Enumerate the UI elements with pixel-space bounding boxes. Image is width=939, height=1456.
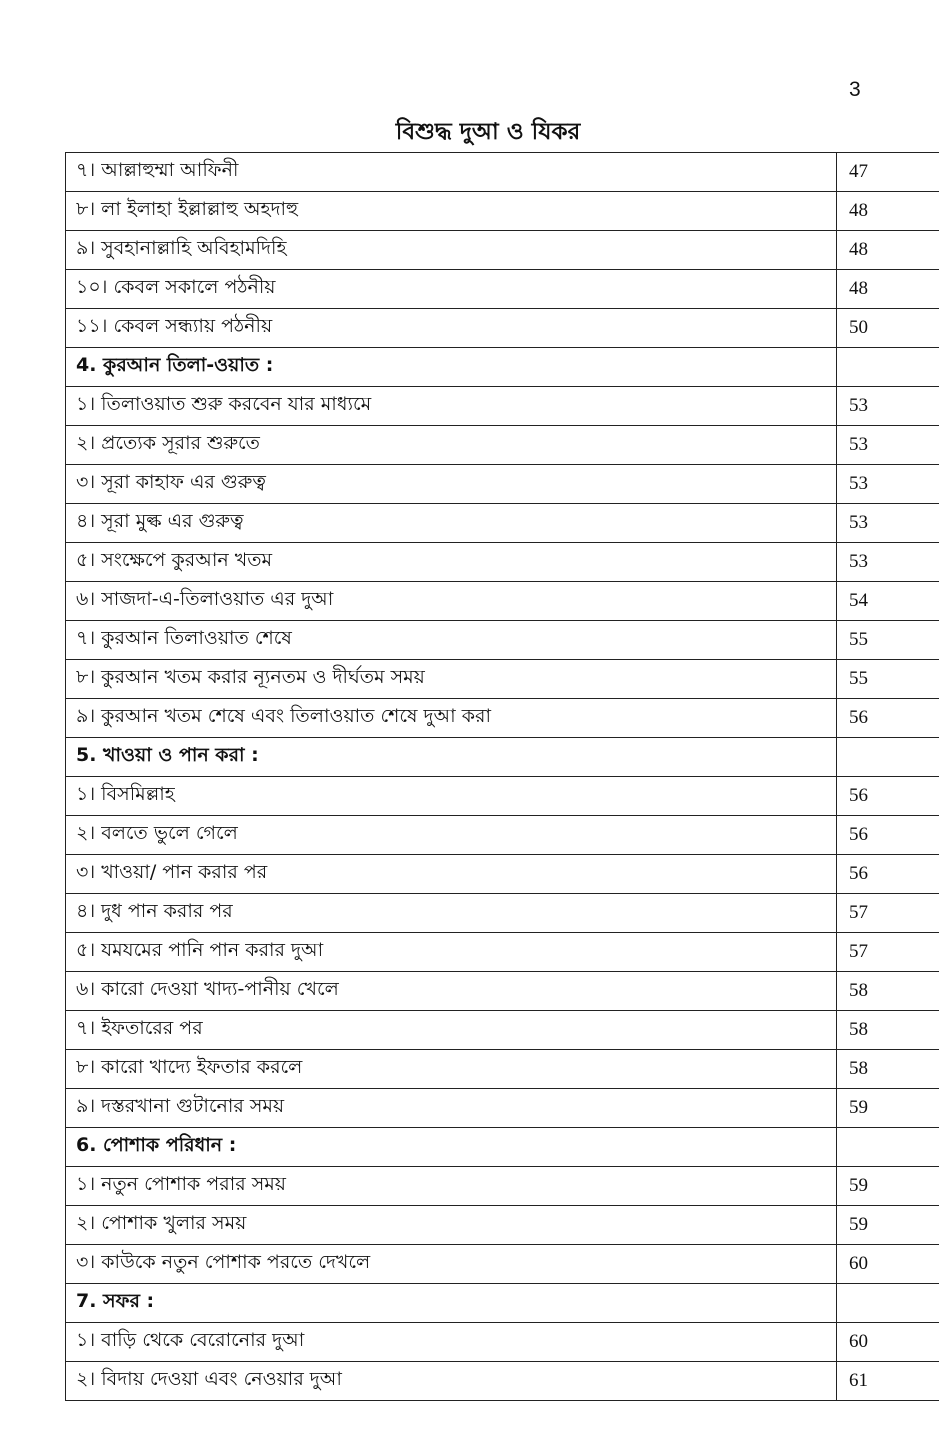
toc-entry-row [66,582,939,621]
entry-title: ১। তিলাওয়াত শুরু করবেন যার মাধ্যমে [66,387,837,426]
toc-entry-row [66,1206,939,1245]
entry-page-number: 53 [837,504,939,543]
entry-page-number: 59 [837,1206,939,1245]
entry-title: ২। বলতে ভুলে গেলে [66,816,837,855]
toc-entry-row [66,1245,939,1284]
toc-entry-row [66,1089,939,1128]
entry-page-number: 58 [837,972,939,1011]
entry-title: ৩। কাউকে নতুন পোশাক পরতে দেখলে [66,1245,837,1284]
entry-title: ৫। সংক্ষেপে কুরআন খতম [66,543,837,582]
entry-title: ৭। ইফতারের পর [66,1011,837,1050]
toc-entry-row [66,192,939,231]
entry-page-number: 61 [837,1362,939,1401]
entry-title: ৯। সুবহানাল্লাহি অবিহামদিহি [66,231,837,270]
toc-entry-row [66,894,939,933]
toc-entry-row [66,621,939,660]
entry-title: ৬। সাজদা-এ-তিলাওয়াত এর দুআ [66,582,837,621]
entry-title: ১০। কেবল সকালে পঠনীয় [66,270,837,309]
entry-title: ৮। কুরআন খতম করার ন্যূনতম ও দীর্ঘতম সময় [66,660,837,699]
page-title: বিশুদ্ধ দুআ ও যিকর [395,119,581,145]
section-heading: 7. সফর : [66,1284,837,1323]
entry-page-number [837,348,939,387]
entry-page-number: 50 [837,309,939,348]
entry-page-number: 58 [837,1011,939,1050]
section-heading: 6. পোশাক পরিধান : [66,1128,837,1167]
entry-page-number: 53 [837,426,939,465]
toc-section-row [66,1284,939,1323]
toc-entry-row [66,465,939,504]
entry-page-number: 60 [837,1245,939,1284]
entry-page-number: 58 [837,1050,939,1089]
section-heading: 5. খাওয়া ও পান করা : [66,738,837,777]
entry-page-number: 57 [837,894,939,933]
entry-title: ৩। খাওয়া/ পান করার পর [66,855,837,894]
entry-title: ৪। দুধ পান করার পর [66,894,837,933]
entry-title: ৬। কারো দেওয়া খাদ্য-পানীয় খেলে [66,972,837,1011]
toc-section-row [66,348,939,387]
entry-page-number: 56 [837,816,939,855]
entry-title: ৯। কুরআন খতম শেষে এবং তিলাওয়াত শেষে দুআ করা [66,699,837,738]
entry-title: ৭। কুরআন তিলাওয়াত শেষে [66,621,837,660]
entry-page-number: 48 [837,192,939,231]
toc-entry-row [66,387,939,426]
entry-title: ৯। দস্তরখানা গুটানোর সময় [66,1089,837,1128]
toc-section-row [66,1128,939,1167]
toc-entry-row [66,1323,939,1362]
entry-page-number: 53 [837,465,939,504]
entry-page-number: 53 [837,543,939,582]
entry-title: ১। বিসমিল্লাহ [66,777,837,816]
table-of-contents [65,152,939,1401]
entry-page-number: 54 [837,582,939,621]
entry-title: ৭। আল্লাহুম্মা আফিনী [66,153,837,192]
entry-page-number [837,738,939,777]
toc-entry-row [66,426,939,465]
entry-title: ৩। সূরা কাহাফ এর গুরুত্ব [66,465,837,504]
entry-page-number: 60 [837,1323,939,1362]
entry-page-number: 55 [837,621,939,660]
toc-entry-row [66,1050,939,1089]
toc-body [66,153,939,1401]
entry-title: ৮। কারো খাদ্যে ইফতার করলে [66,1050,837,1089]
toc-entry-row [66,660,939,699]
entry-page-number: 55 [837,660,939,699]
entry-page-number: 56 [837,777,939,816]
toc-entry-row [66,309,939,348]
entry-page-number: 48 [837,270,939,309]
entry-page-number: 56 [837,699,939,738]
entry-title: ১১। কেবল সন্ধ্যায় পঠনীয় [66,309,837,348]
entry-page-number: 47 [837,153,939,192]
entry-title: ২। বিদায় দেওয়া এবং নেওয়ার দুআ [66,1362,837,1401]
page-number: 3 [849,78,861,101]
entry-page-number: 56 [837,855,939,894]
entry-page-number: 57 [837,933,939,972]
toc-entry-row [66,699,939,738]
toc-entry-row [66,1167,939,1206]
entry-title: ৮। লা ইলাহা ইল্লাল্লাহু অহদাহু [66,192,837,231]
section-heading: 4. কুরআন তিলা-ওয়াত : [66,348,837,387]
entry-title: ২। পোশাক খুলার সময় [66,1206,837,1245]
entry-title: ৫। যমযমের পানি পান করার দুআ [66,933,837,972]
toc-entry-row [66,777,939,816]
toc-section-row [66,738,939,777]
toc-entry-row [66,933,939,972]
toc-entry-row [66,1362,939,1401]
toc-entry-row [66,270,939,309]
entry-page-number: 59 [837,1167,939,1206]
entry-title: ৪। সূরা মুল্ক এর গুরুত্ব [66,504,837,543]
entry-page-number: 59 [837,1089,939,1128]
entry-page-number [837,1284,939,1323]
toc-entry-row [66,816,939,855]
toc-entry-row [66,231,939,270]
entry-title: ১। বাড়ি থেকে বেরোনোর দুআ [66,1323,837,1362]
entry-page-number: 53 [837,387,939,426]
toc-entry-row [66,972,939,1011]
entry-title: ১। নতুন পোশাক পরার সময় [66,1167,837,1206]
entry-page-number [837,1128,939,1167]
toc-entry-row [66,153,939,192]
entry-page-number: 48 [837,231,939,270]
toc-entry-row [66,1011,939,1050]
entry-title: ২। প্রত্যেক সূরার শুরুতে [66,426,837,465]
toc-entry-row [66,543,939,582]
toc-entry-row [66,855,939,894]
toc-entry-row [66,504,939,543]
